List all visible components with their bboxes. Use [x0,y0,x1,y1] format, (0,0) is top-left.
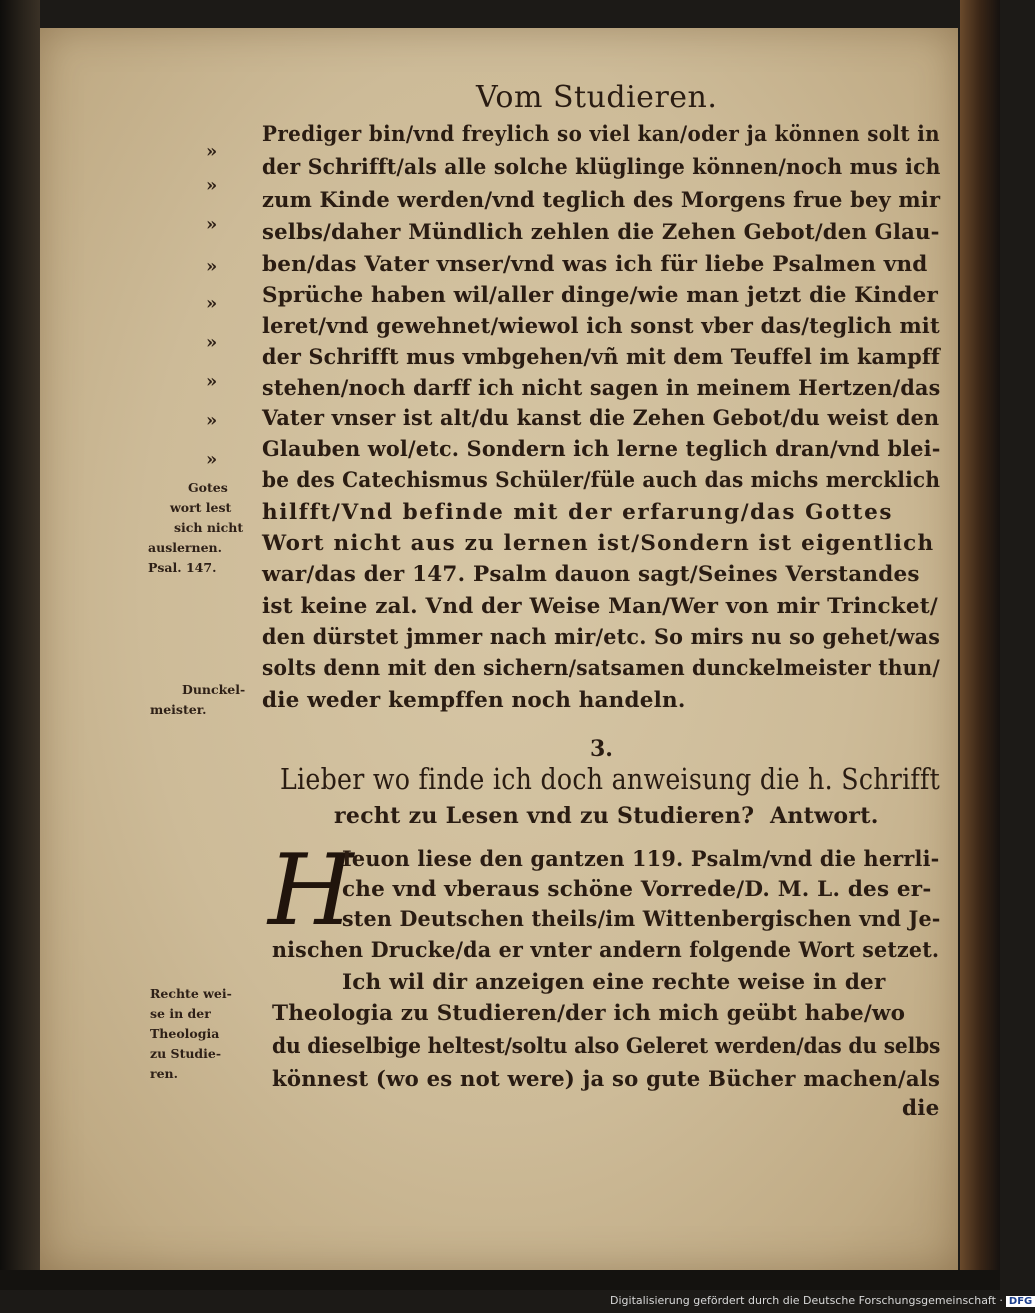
answer-line: nischen Drucke/da er vnter andern folgende Wort setzet. [272,938,940,963]
drop-cap: H [268,834,354,948]
scan-border-left [0,0,40,1290]
answer-line: Theologia zu Studieren/der ich mich geübt habe/wo [272,1001,906,1026]
margin-note-line: meister. [150,702,207,717]
body-line: solts denn mit den sichern/satsamen dunckelmeister thun/ [262,656,940,681]
answer-line: Ieuon liese den gantzen 119. Psalm/vnd die herrli- [342,847,940,872]
margin-note-line: auslernen. [148,540,222,555]
body-line: Prediger bin/vnd freylich so viel kan/oder ja können solt in [262,122,940,147]
running-header: Vom Studieren. [476,80,718,115]
body-line: Vater vnser ist alt/du kanst die Zehen Gebot/du weist den [262,406,940,431]
margin-note-line: se in der [150,1006,211,1021]
quote-mark: » [206,256,218,277]
quote-mark: » [206,293,218,314]
section-heading-line: recht zu Lesen vnd zu Studieren? [334,803,755,829]
section-heading-line: Lieber wo finde ich doch anweisung die h. Schrifft [280,762,941,796]
credit-text: Digitalisierung gefördert durch die Deutsche Forschungsgemeinschaft · [610,1294,1003,1307]
body-line: die weder kempffen noch handeln. [262,688,686,713]
quote-mark: » [206,449,218,470]
body-line: stehen/noch darff ich nicht sagen in meinem Hertzen/das [262,376,941,401]
margin-note-line: Psal. 147. [148,560,217,575]
margin-note-line: Theologia [150,1026,220,1041]
quote-mark: » [206,214,218,235]
margin-note-line: Dunckel- [182,682,246,697]
digitization-credit [610,1294,1035,1307]
body-line: ist keine zal. Vnd der Weise Man/Wer von mir Trincket/ [262,594,938,619]
quote-mark: » [206,332,218,353]
catchword: die [902,1096,940,1121]
body-line: hilfft/Vnd befinde mit der erfarung/das Gottes [262,500,894,525]
body-line: den dürstet jmmer nach mir/etc. So mirs nu so gehet/was [262,625,941,650]
answer-label: Antwort. [770,803,879,829]
margin-note-line: wort lest [170,500,232,515]
body-line: selbs/daher Mündlich zehlen die Zehen Gebot/den Glau- [262,220,940,245]
answer-line: che vnd vberaus schöne Vorrede/D. M. L. des er- [342,877,932,902]
section-number: 3. [590,736,613,762]
quote-mark: » [206,371,218,392]
quote-mark: » [206,175,218,196]
book-edge-right [960,0,1000,1290]
body-line: be des Catechismus Schüler/füle auch das michs mercklich [262,468,941,493]
body-line: der Schrifft/als alle solche klüglinge können/noch mus ich [262,155,941,180]
answer-line: könnest (wo es not were) ja so gute Bücher machen/als [272,1067,941,1092]
answer-line: sten Deutschen theils/im Wittenbergischen vnd Je- [342,907,941,932]
margin-note-rechte-weise [150,984,232,1084]
margin-note-line: Rechte wei- [150,986,232,1001]
body-line: zum Kinde werden/vnd teglich des Morgens frue bey mir [262,188,941,213]
margin-note-line: sich nicht [174,520,244,535]
body-line: ben/das Vater vnser/vnd was ich für liebe Psalmen vnd [262,252,928,277]
scan-border-bottom [0,1270,1000,1290]
body-line: Wort nicht aus zu lernen ist/Sondern ist eigentlich [262,531,935,556]
margin-note-gottes-wort [148,478,244,578]
body-line: leret/vnd gewehnet/wiewol ich sonst vber das/teglich mit [262,314,940,339]
dfg-logo: DFG [1006,1296,1035,1307]
answer-line: Ich wil dir anzeigen eine rechte weise in der [342,970,886,995]
margin-note-line: zu Studie- [150,1046,222,1061]
body-line: Sprüche haben wil/aller dinge/wie man jetzt die Kinder [262,283,938,308]
quote-mark: » [206,410,218,431]
answer-line: du dieselbige heltest/soltu also Geleret werden/das du selbs [272,1034,941,1059]
margin-note-dunckelmeister [150,680,245,720]
quote-mark: » [206,141,218,162]
body-line: der Schrifft mus vmbgehen/vñ mit dem Teuffel im kampff [262,345,941,370]
body-line: Glauben wol/etc. Sondern ich lerne teglich dran/vnd blei- [262,437,941,462]
margin-note-line: Gotes [188,480,228,495]
body-line: war/das der 147. Psalm dauon sagt/Seines Verstandes [262,562,920,587]
margin-note-line: ren. [150,1066,178,1081]
